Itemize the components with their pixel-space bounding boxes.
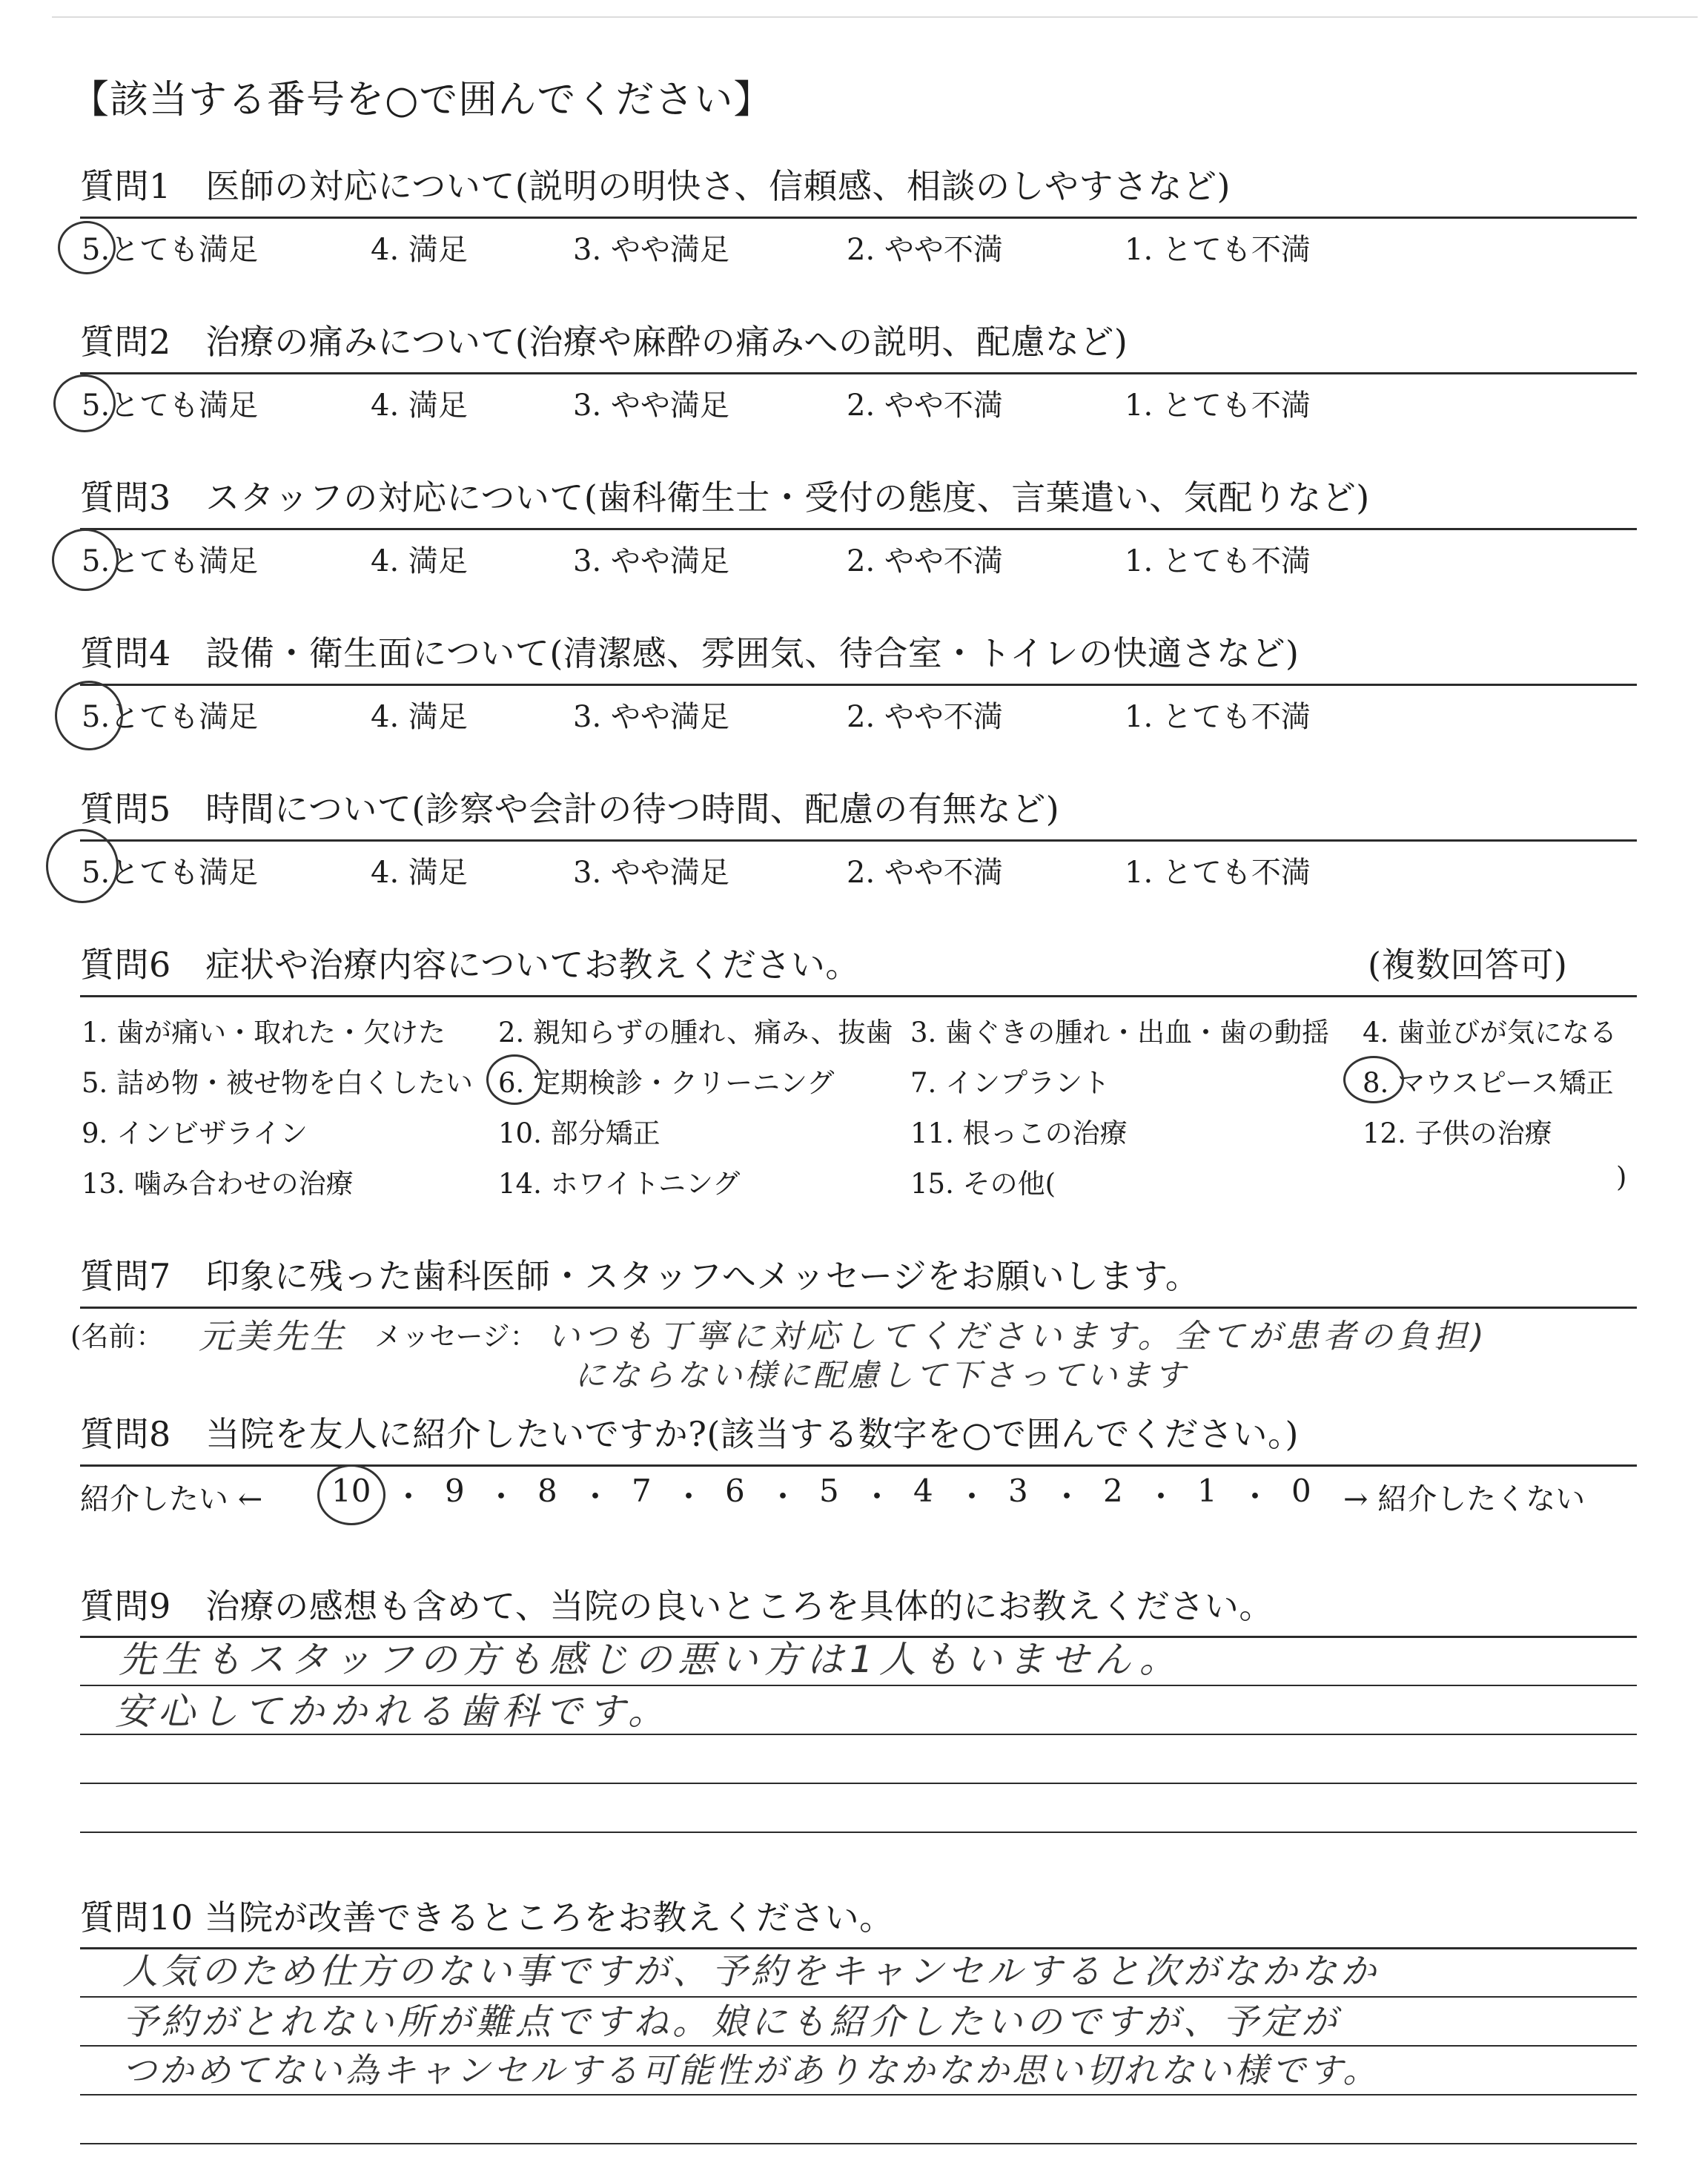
question-2-title: 質問2 治療の痛みについて(治療や麻酔の痛みへの説明、配慮など) [80,322,1128,362]
selection-circle [58,221,116,274]
q7-message-line-1[interactable]: いつも丁寧に対応してくださいます。全てが患者の負担) [547,1318,1489,1355]
q2-option-4[interactable]: 4. 満足 [371,389,468,423]
q8-separator: ・ [861,1479,893,1515]
q10-answer-line-3[interactable]: つかめてない為キャンセルする可能性がありなかなか思い切れない様です。 [122,2050,1380,2090]
q6-item-8[interactable]: 8. マウスピース矯正 [1363,1067,1614,1099]
q6-item-10[interactable]: 10. 部分矯正 [498,1117,661,1149]
divider [80,995,1637,997]
question-7-title: 質問7 印象に残った歯科医師・スタッフへメッセージをお願いします。 [80,1256,1200,1296]
q3-option-3[interactable]: 3. やや満足 [573,544,729,578]
ruled-line [80,2094,1637,2095]
q10-answer-line-2[interactable]: 予約がとれない所が難点ですね。娘にも紹介したいのですが、予定が [122,2001,1341,2043]
question-1-title: 質問1 医師の対応について(説明の明快さ、信頼感、相談のしやすさなど) [80,166,1231,206]
divider [80,372,1637,374]
q8-left-label: 紹介したい ← [80,1482,263,1516]
question-8-title: 質問8 当院を友人に紹介したいですか?(該当する数字を○で囲んでください。) [80,1414,1299,1454]
selection-circle [317,1464,385,1525]
q8-separator: ・ [393,1479,425,1515]
q6-item-12[interactable]: 12. 子供の治療 [1363,1117,1552,1149]
page-heading: 【該当する番号を○で囲んでください】 [70,78,773,122]
q7-name-label: (名前： [70,1321,164,1353]
question-4-title: 質問4 設備・衛生面について(清潔感、雰囲気、待合室・トイレの快適さなど) [80,633,1300,673]
q8-separator: ・ [1051,1479,1083,1515]
q8-separator: ・ [956,1479,988,1515]
q8-scale-1[interactable]: 1 [1197,1473,1217,1509]
q1-option-4[interactable]: 4. 満足 [371,233,468,267]
question-3-title: 質問3 スタッフの対応について(歯科衛生士・受付の態度、言葉遣い、気配りなど) [80,478,1370,518]
question-6-note: (複数回答可) [1368,945,1568,985]
q8-scale-7[interactable]: 7 [632,1473,652,1509]
ruled-line [80,1783,1637,1784]
selection-circle [52,529,119,591]
q4-option-5[interactable]: 5.とても満足 [82,700,259,734]
q1-option-1[interactable]: 1. とても不満 [1125,233,1311,267]
question-6-title: 質問6 症状や治療内容についてお教えください。 [80,945,860,985]
q5-option-1[interactable]: 1. とても不満 [1125,856,1311,890]
selection-circle [53,374,116,432]
q3-option-1[interactable]: 1. とても不満 [1125,544,1311,578]
q4-option-2[interactable]: 2. やや不満 [847,700,1003,734]
q10-answer-line-1[interactable]: 人気のため仕方のない事ですが、予約をキャンセルすると次がなかなか [122,1951,1380,1992]
question-10-title: 質問10 当院が改善できるところをお教えください。 [80,1898,894,1938]
q6-item-1[interactable]: 1. 歯が痛い・取れた・欠けた [82,1017,446,1048]
q8-separator: ・ [1239,1479,1271,1515]
q9-answer-line-1[interactable]: 先生もスタッフの方も感じの悪い方は1人もいません。 [119,1638,1182,1681]
divider [80,217,1637,219]
q3-option-4[interactable]: 4. 満足 [371,544,468,578]
ruled-line [80,1832,1637,1833]
q5-option-3[interactable]: 3. やや満足 [573,856,729,890]
q4-option-1[interactable]: 1. とても不満 [1125,700,1311,734]
q1-option-3[interactable]: 3. やや満足 [573,233,729,267]
divider [80,839,1637,842]
q6-item-15-close: ) [1616,1161,1627,1193]
q6-item-5[interactable]: 5. 詰め物・被せ物を白くしたい [82,1067,474,1099]
q6-item-14[interactable]: 14. ホワイトニング [498,1168,741,1200]
q8-scale-9[interactable]: 9 [445,1473,465,1509]
q6-item-13[interactable]: 13. 噛み合わせの治療 [82,1168,354,1200]
ruled-line [80,2143,1637,2144]
q2-option-5[interactable]: 5.とても満足 [82,389,259,423]
q6-item-3[interactable]: 3. 歯ぐきの腫れ・出血・歯の動揺 [910,1017,1330,1048]
selection-circle [55,681,123,750]
q5-option-2[interactable]: 2. やや不満 [847,856,1003,890]
q6-item-6[interactable]: 6. 定期検診・クリーニング [498,1067,835,1099]
q8-scale-10[interactable]: 10 [331,1473,371,1509]
question-9-title: 質問9 治療の感想も含めて、当院の良いところを具体的にお教えください。 [80,1586,1274,1626]
q3-option-2[interactable]: 2. やや不満 [847,544,1003,578]
divider [80,1464,1637,1467]
q5-option-5[interactable]: 5.とても満足 [82,856,259,890]
q5-option-4[interactable]: 4. 満足 [371,856,468,890]
q8-scale-4[interactable]: 4 [913,1473,933,1509]
q8-separator: ・ [1145,1479,1177,1515]
q9-answer-line-2[interactable]: 安心してかかれる歯科です。 [115,1690,671,1733]
top-border [52,16,1698,18]
q8-scale-3[interactable]: 3 [1008,1473,1028,1509]
q2-option-2[interactable]: 2. やや不満 [847,389,1003,423]
divider [80,684,1637,686]
q8-right-label: → 紹介したくない [1343,1482,1586,1516]
q6-item-2[interactable]: 2. 親知らずの腫れ、痛み、抜歯 [498,1017,893,1048]
q6-item-4[interactable]: 4. 歯並びが気になる [1363,1017,1618,1048]
q2-option-3[interactable]: 3. やや満足 [573,389,729,423]
q8-separator: ・ [580,1479,612,1515]
q6-item-15[interactable]: 15. その他( [910,1168,1056,1200]
q8-separator: ・ [486,1479,517,1515]
q8-scale-2[interactable]: 2 [1103,1473,1123,1509]
divider [80,528,1637,530]
q3-option-5[interactable]: 5.とても満足 [82,544,259,578]
q4-option-3[interactable]: 3. やや満足 [573,700,729,734]
q7-message-line-2[interactable]: にならない様に配慮して下さっています [575,1357,1189,1393]
selection-circle [46,829,119,903]
q6-item-9[interactable]: 9. インビザライン [82,1117,308,1149]
q8-scale-6[interactable]: 6 [725,1473,745,1509]
q4-option-4[interactable]: 4. 満足 [371,700,468,734]
q8-scale-8[interactable]: 8 [537,1473,557,1509]
q8-separator: ・ [673,1479,705,1515]
selection-circle [1343,1056,1404,1103]
q6-item-11[interactable]: 11. 根っこの治療 [910,1117,1128,1149]
q8-scale-0[interactable]: 0 [1291,1473,1311,1509]
divider [80,1307,1637,1309]
q1-option-5[interactable]: 5.とても満足 [82,233,259,267]
q6-item-7[interactable]: 7. インプラント [910,1067,1110,1099]
q2-option-1[interactable]: 1. とても不満 [1125,389,1311,423]
question-5-title: 質問5 時間について(診察や会計の待つ時間、配慮の有無など) [80,789,1060,829]
q7-name-value[interactable]: 元美先生 [199,1316,347,1356]
selection-circle [486,1054,543,1105]
q7-message-label: メッセージ： [374,1321,537,1353]
q8-separator: ・ [767,1479,799,1515]
q1-option-2[interactable]: 2. やや不満 [847,233,1003,267]
q8-scale-5[interactable]: 5 [819,1473,839,1509]
